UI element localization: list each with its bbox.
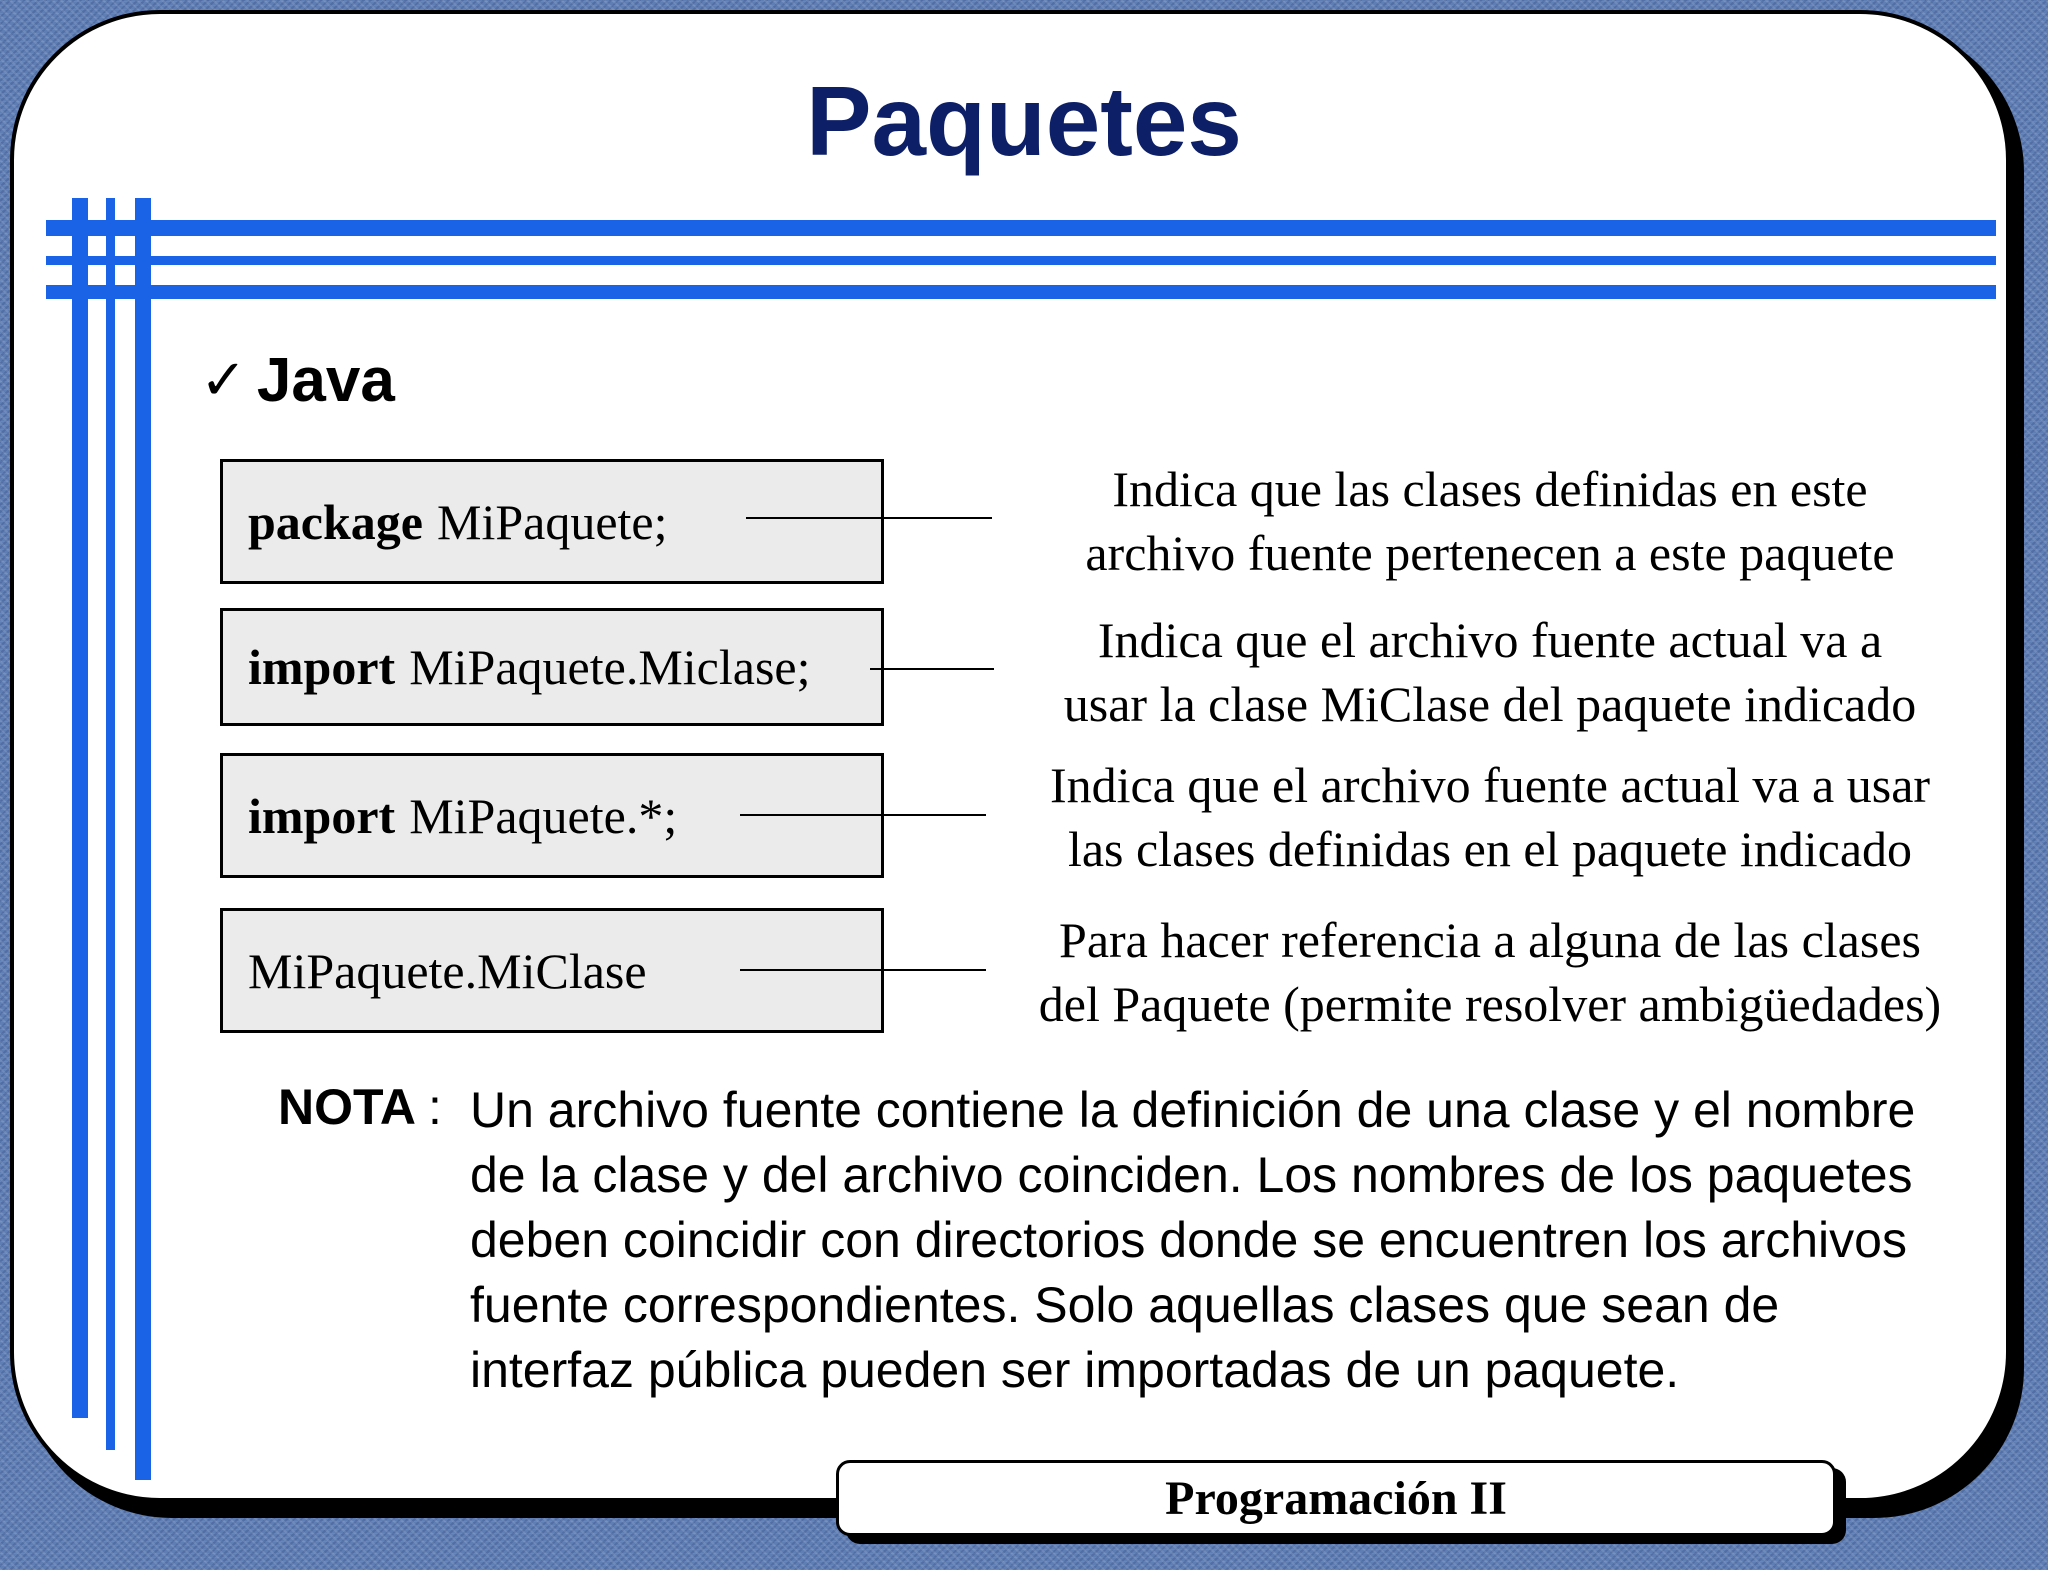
code-box-package — [220, 459, 884, 584]
connector-line — [740, 969, 986, 971]
code-keyword: package — [248, 493, 423, 550]
checkmark-icon: ✓ — [200, 348, 247, 413]
description-package — [990, 457, 1990, 585]
slide-title: Paquetes — [806, 66, 1242, 176]
description-import-all — [990, 753, 1990, 881]
connector-line — [746, 517, 992, 519]
code-keyword: import — [248, 787, 396, 844]
code-text: MiPaquete; — [437, 493, 668, 550]
footer-label: Programación II — [836, 1460, 1836, 1536]
code-text: MiPaquete.MiClase — [248, 942, 647, 999]
section-heading-text: Java — [256, 346, 395, 415]
description-line: Para hacer referencia a alguna de las clases — [1059, 912, 1921, 968]
nota-label: NOTA — [278, 1079, 416, 1135]
description-line: Indica que las clases definidas en este — [1112, 461, 1868, 517]
connector-line — [870, 668, 994, 670]
decor-bar-horizontal-2 — [46, 256, 1996, 265]
nota-text: Un archivo fuente contiene la definición de una clase y el nombre de la clase y del archivo coinciden. Los nombres de los paquetes deben coincidir con directorios donde se encuentren los archivos fuente correspondientes. Solo aquellas clases que sean de interfaz pública pueden ser importadas de un paquete. — [470, 1082, 1916, 1398]
description-reference — [990, 908, 1990, 1036]
code-text: MiPaquete.Miclase; — [409, 639, 811, 695]
decor-bar-horizontal-3 — [46, 285, 1996, 299]
nota-colon: : — [428, 1079, 442, 1135]
description-line: archivo fuente pertenecen a este paquete — [1085, 525, 1895, 581]
decor-bar-horizontal-1 — [46, 220, 1996, 236]
code-box-import-class — [220, 608, 884, 726]
code-text: MiPaquete.*; — [409, 787, 678, 844]
section-heading — [200, 345, 395, 416]
decor-bar-vertical-2 — [106, 198, 115, 1450]
description-line: las clases definidas en el paquete indicado — [1067, 821, 1913, 877]
description-line: del Paquete (permite resolver ambigüedades) — [1038, 976, 1942, 1032]
code-keyword: import — [248, 639, 396, 695]
connector-line — [740, 814, 986, 816]
decor-bar-vertical-3 — [135, 198, 151, 1480]
decor-bar-vertical-1 — [72, 198, 88, 1418]
description-line: Indica que el archivo fuente actual va a — [1097, 612, 1883, 668]
description-line: usar la clase MiClase del paquete indicado — [1063, 676, 1917, 732]
description-import-class — [990, 608, 1990, 736]
description-line: Indica que el archivo fuente actual va a usar — [1049, 757, 1931, 813]
